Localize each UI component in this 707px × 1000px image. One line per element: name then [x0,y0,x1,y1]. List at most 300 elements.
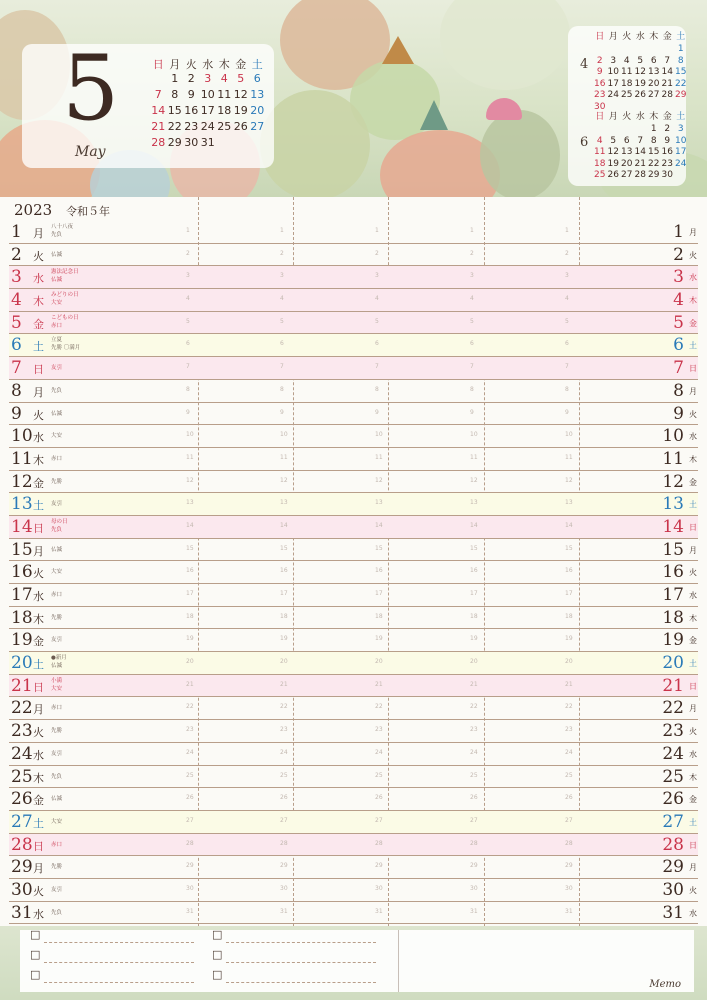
mini-calendar-date: 25 [217,120,232,133]
column-day-marker: 5 [470,317,474,325]
column-day-marker: 29 [375,862,383,870]
column-day-marker: 20 [565,658,573,666]
mini-calendar-date: 4 [623,55,630,66]
column-day-marker: 25 [186,771,194,779]
day-row[interactable] [9,403,698,426]
column-day-marker: 26 [280,794,288,802]
day-number-right: 28 [662,834,684,855]
day-weekday: 水 [33,431,44,445]
may-mini-calendar [150,58,270,148]
column-day-marker: 16 [565,567,573,575]
day-number: 23 [11,721,33,742]
column-day-marker: 11 [375,453,383,461]
day-row[interactable] [9,244,698,267]
mini-calendar-date: 6 [650,55,657,66]
day-note: 友引 [51,637,63,644]
mini-calendar-date: 4 [596,135,603,146]
weekday-header: 土 [676,32,686,42]
column-day-marker: 29 [470,862,478,870]
column-day-marker: 4 [280,295,284,303]
mini-calendar-date: 14 [661,67,673,77]
column-day-marker: 24 [186,748,194,756]
column-day-marker: 14 [470,521,478,529]
mini-calendar-date: 10 [607,67,619,77]
day-weekday: 火 [33,249,44,263]
column-day-marker: 22 [565,703,573,711]
mini-calendar-date: 20 [250,104,265,117]
day-row[interactable] [9,652,698,675]
day-weekday-right: 日 [689,522,697,532]
column-day-marker: 9 [375,408,379,416]
day-number: 25 [11,766,33,787]
column-day-marker: 2 [375,249,379,257]
weekday-header: 金 [235,58,247,71]
column-day-marker: 29 [186,862,194,870]
mini-calendar-date: 23 [594,90,606,100]
day-number-right: 2 [673,244,684,265]
checkbox[interactable]: □ [30,948,41,961]
day-number: 31 [11,902,33,923]
day-weekday-right: 木 [689,296,697,306]
mini-calendar-date: 16 [594,78,606,89]
day-weekday: 水 [33,590,44,603]
day-weekday: 金 [33,635,44,649]
column-day-marker: 7 [280,363,284,371]
mini-calendar-date: 21 [634,158,646,169]
day-weekday-right: 土 [689,817,697,827]
day-row[interactable] [9,879,698,902]
column-day-marker: 3 [470,272,474,280]
column-day-marker: 11 [280,453,288,461]
column-day-marker: 9 [470,408,474,416]
day-number: 24 [11,743,33,764]
day-row[interactable] [9,425,698,448]
weekday-header: 水 [635,32,645,42]
column-day-marker: 6 [280,340,284,348]
column-day-marker: 21 [375,680,383,688]
mini-calendar-date: 5 [237,72,245,85]
mini-calendar-date: 14 [151,104,166,117]
column-day-marker: 6 [470,340,474,348]
column-day-marker: 28 [186,839,194,847]
column-day-marker: 17 [280,590,288,597]
mini-calendar-date: 30 [184,136,199,149]
column-day-marker: 8 [375,385,379,393]
day-number-right: 23 [662,721,684,742]
day-row[interactable] [9,697,698,720]
day-row[interactable] [9,675,698,698]
checkbox[interactable]: □ [212,968,223,981]
column-day-marker: 22 [470,703,478,711]
day-row[interactable] [9,221,698,244]
column-day-marker: 8 [186,385,190,393]
column-day-marker: 7 [375,363,379,371]
memo-footer [0,926,707,1000]
column-day-marker: 5 [186,317,190,325]
column-day-marker: 20 [375,658,383,666]
mini-calendar-date: 21 [151,120,166,133]
mini-calendar-date: 9 [596,67,603,77]
day-weekday-right: 月 [689,228,697,237]
day-note: 先勝 [51,864,63,871]
day-number-right: 8 [673,380,684,401]
day-weekday: 火 [33,408,44,422]
day-number: 7 [11,358,22,379]
mini-calendar-date: 30 [594,101,606,112]
column-day-marker: 28 [280,839,288,847]
column-day-marker: 17 [470,590,478,597]
checklist-line [226,942,376,943]
day-weekday-right: 土 [689,659,697,669]
day-row[interactable] [9,266,698,289]
column-day-marker: 10 [565,431,573,439]
column-day-marker: 30 [186,884,194,892]
column-day-marker: 5 [280,317,284,325]
column-day-marker: 13 [186,499,194,507]
day-number-right: 21 [662,675,684,696]
day-weekday-right: 火 [689,568,697,578]
mini-calendar-date: 10 [675,135,687,146]
mini-calendar-date: 26 [634,90,646,100]
column-day-marker: 24 [280,748,288,756]
day-weekday: 月 [33,385,44,399]
column-day-marker: 19 [280,635,288,643]
april-mini-calendar [593,30,689,110]
april-label: 4 [580,57,589,72]
mini-calendar-date: 24 [607,90,619,100]
day-number-right: 6 [673,335,684,356]
day-number-right: 7 [673,358,684,379]
day-note: 仏滅 [51,410,63,417]
column-day-marker: 26 [470,794,478,802]
column-day-marker: 6 [375,340,379,348]
column-day-marker: 7 [565,363,569,371]
column-day-marker: 30 [565,884,573,892]
day-weekday-right: 日 [689,681,697,691]
day-row[interactable] [9,629,698,652]
day-weekday-right: 金 [689,477,697,487]
day-row[interactable] [9,743,698,766]
day-note: 大安 [51,433,63,440]
mini-calendar-date: 17 [675,147,687,157]
day-note: 先勝 [51,614,63,621]
mini-calendar-date: 1 [677,44,684,54]
day-row[interactable] [9,539,698,562]
column-day-marker: 16 [470,567,478,575]
column-day-marker: 9 [565,408,569,416]
day-row[interactable] [9,766,698,789]
column-day-marker: 23 [565,726,573,734]
day-number-right: 24 [662,743,684,764]
column-day-marker: 25 [375,771,383,779]
day-weekday-right: 木 [689,613,697,623]
month-number: 5 [62,36,120,141]
day-weekday-right: 木 [689,454,697,464]
mini-calendar-date: 22 [167,120,182,133]
day-note: 仏滅 [51,796,63,803]
day-row[interactable] [9,334,698,357]
day-number: 5 [11,312,22,333]
column-day-marker: 28 [565,839,573,847]
mini-calendar-date: 18 [217,104,232,117]
day-weekday: 火 [33,726,44,740]
day-number: 17 [11,585,33,605]
column-day-marker: 3 [280,272,284,280]
column-day-marker: 24 [470,748,478,756]
mini-calendar-date: 9 [187,88,195,101]
mini-calendar-date: 20 [648,78,660,89]
column-day-marker: 24 [565,748,573,756]
mini-calendar-date: 29 [167,136,182,149]
day-number: 1 [11,222,22,242]
column-day-marker: 27 [565,816,573,824]
column-day-marker: 15 [186,544,194,552]
column-day-marker: 10 [280,431,288,439]
column-day-marker: 21 [565,680,573,688]
day-note: みどりの日 大安 [51,292,79,307]
day-weekday: 土 [33,816,44,830]
day-weekday-right: 火 [689,727,697,737]
mini-calendar-date: 2 [596,55,603,66]
column-day-marker: 31 [186,907,194,915]
mini-calendar-date: 11 [621,67,633,77]
mini-calendar-date: 13 [648,67,660,77]
day-row[interactable] [9,493,698,516]
day-weekday-right: 水 [689,749,697,759]
day-number-right: 5 [673,312,684,333]
day-note: 赤口 [51,592,63,598]
column-day-marker: 19 [565,635,573,643]
column-day-marker: 4 [186,295,190,303]
day-number: 10 [11,426,33,447]
day-number-right: 15 [662,539,684,560]
column-day-marker: 21 [186,680,194,688]
day-note: 赤口 [51,705,63,712]
day-number: 18 [11,607,33,628]
column-day-marker: 31 [280,907,288,915]
weekday-header: 日 [595,112,605,122]
column-day-marker: 20 [280,658,288,666]
day-note: 仏滅 [51,546,63,553]
column-day-marker: 6 [186,340,190,348]
weekday-header: 火 [622,32,632,42]
mini-calendar-date: 15 [648,147,660,157]
column-day-marker: 30 [280,884,288,892]
day-note: 赤口 [51,455,63,462]
column-day-marker: 1 [186,227,190,234]
day-weekday: 木 [33,612,44,626]
column-day-marker: 8 [280,385,284,393]
day-row[interactable] [9,788,698,811]
day-number: 2 [11,244,22,265]
mini-calendar-date: 27 [621,170,633,180]
day-row[interactable] [9,561,698,584]
day-row[interactable] [9,811,698,834]
mini-calendar-date: 20 [621,158,633,169]
day-row[interactable] [9,380,698,403]
column-day-marker: 26 [565,794,573,802]
weekday-header: 月 [608,112,618,122]
mini-calendar-date: 12 [607,147,619,157]
column-day-marker: 31 [375,907,383,915]
day-note: 友引 [51,750,63,757]
column-day-marker: 22 [186,703,194,711]
day-weekday-right: 火 [689,250,697,260]
day-row[interactable] [9,902,698,925]
weekday-header: 日 [595,32,605,42]
checkbox[interactable]: □ [212,928,223,941]
checkbox[interactable]: □ [30,928,41,941]
day-row[interactable] [9,834,698,857]
column-day-marker: 11 [470,453,478,461]
day-number: 21 [11,675,33,696]
column-day-marker: 29 [565,862,573,870]
column-day-marker: 2 [565,249,569,257]
day-row[interactable] [9,357,698,380]
day-number-right: 20 [662,653,684,674]
mini-calendar-date: 19 [607,158,619,169]
day-weekday: 金 [33,476,44,490]
day-number: 28 [11,834,33,855]
mini-calendar-date: 8 [677,55,684,66]
column-day-marker: 1 [470,227,474,234]
mini-calendar-date: 18 [621,78,633,89]
day-note: こどもの日 赤口 [51,314,79,329]
mini-calendar-date: 15 [675,67,687,77]
day-row[interactable] [9,607,698,630]
day-weekday: 土 [33,658,44,672]
mini-calendar-date: 25 [594,170,606,180]
day-number-right: 25 [662,766,684,787]
day-weekday-right: 土 [689,341,697,351]
mini-calendar-date: 30 [661,170,673,180]
column-day-marker: 22 [375,703,383,711]
column-day-marker: 27 [186,816,194,824]
day-number-right: 12 [662,471,684,492]
column-day-marker: 12 [280,476,288,484]
day-weekday-right: 水 [689,273,697,283]
column-day-marker: 14 [375,521,383,529]
year-heading: 2023 [14,201,53,219]
day-note: 母の日 先負 [51,518,68,533]
column-day-marker: 24 [375,748,383,756]
column-day-marker: 7 [186,363,190,371]
day-note: 先負 [51,909,63,916]
day-note: 仏滅 [51,251,63,258]
day-note: 立夏 先勝 〇満月 [51,337,81,352]
june-label: 6 [580,135,589,150]
day-row[interactable] [9,312,698,335]
column-day-marker: 13 [470,499,478,507]
day-weekday: 月 [33,544,44,558]
mini-calendar-date: 19 [634,78,646,89]
column-day-marker: 2 [280,249,284,257]
day-weekday: 水 [33,272,44,286]
day-weekday: 木 [33,295,44,309]
checkbox[interactable]: □ [212,948,223,961]
mini-calendar-date: 11 [217,88,232,101]
dome-tent-icon [486,98,522,120]
column-day-marker: 8 [470,385,474,393]
day-row[interactable] [9,720,698,743]
day-weekday: 木 [33,771,44,785]
column-day-marker: 2 [186,249,190,257]
column-day-marker: 16 [280,567,288,575]
checklist-line [44,942,194,943]
mini-calendar-date: 5 [637,55,644,66]
mini-calendar-date: 27 [648,90,660,100]
day-weekday-right: 木 [689,772,697,782]
column-day-marker: 9 [186,408,190,416]
weekday-header: 金 [662,32,672,42]
day-number-right: 19 [662,630,684,651]
day-weekday-right: 日 [689,364,697,374]
column-day-marker: 14 [186,521,194,529]
mini-calendar-date: 7 [664,55,671,66]
day-number-right: 4 [673,290,684,311]
mini-calendar-date: 1 [171,72,179,85]
column-day-marker: 14 [565,521,573,529]
day-number: 26 [11,789,33,810]
day-weekday-right: 月 [689,863,697,873]
day-note: 先勝 [51,728,63,735]
column-day-marker: 11 [565,453,573,461]
column-day-marker: 20 [470,658,478,666]
header-illustration [0,0,707,197]
mini-calendar-date: 26 [233,120,248,133]
day-row[interactable] [9,289,698,312]
day-row[interactable] [9,856,698,879]
day-number-right: 14 [662,516,684,537]
day-row[interactable] [9,471,698,494]
day-weekday-right: 水 [689,432,697,442]
mini-calendar-date: 14 [634,147,646,157]
mini-calendar-date: 29 [675,90,687,100]
column-day-marker: 27 [280,816,288,824]
day-number: 29 [11,857,33,878]
day-note: 先負 [51,387,63,394]
column-day-marker: 18 [375,612,383,620]
checklist-line [226,982,376,983]
mini-calendar-date: 19 [233,104,248,117]
column-day-marker: 3 [565,272,569,280]
column-day-marker: 13 [375,499,383,507]
day-row[interactable] [9,516,698,539]
day-note: 赤口 [51,841,63,848]
mini-calendar-date: 18 [594,158,606,169]
day-number: 9 [11,403,22,424]
day-row[interactable] [9,448,698,471]
day-weekday: 火 [33,567,44,581]
mini-calendar-date: 9 [664,135,671,146]
checkbox[interactable]: □ [30,968,41,981]
day-number: 22 [11,698,33,719]
column-day-marker: 13 [280,499,288,507]
mini-calendar-date: 17 [607,78,619,89]
column-day-marker: 25 [280,771,288,779]
mini-calendar-date: 11 [594,147,606,157]
mini-calendar-date: 26 [607,170,619,180]
day-row[interactable] [9,584,698,607]
column-day-marker: 25 [565,771,573,779]
day-weekday-right: 水 [689,591,697,600]
day-weekday: 月 [33,703,44,717]
day-number: 8 [11,380,22,401]
day-number: 11 [11,448,33,469]
column-day-marker: 23 [280,726,288,734]
column-day-marker: 15 [375,544,383,552]
day-weekday-right: 金 [689,795,697,805]
